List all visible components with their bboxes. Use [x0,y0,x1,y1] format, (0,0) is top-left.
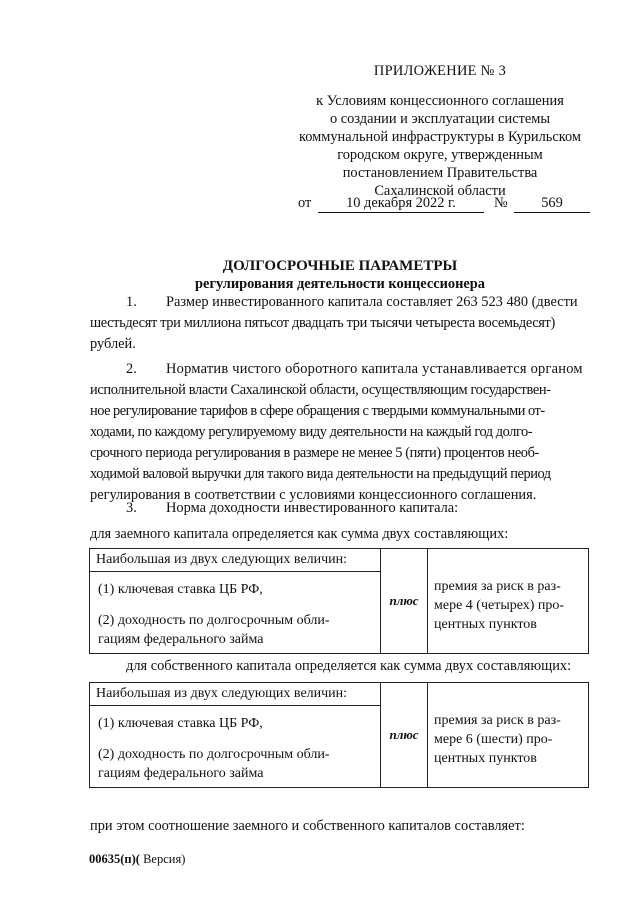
premium-cell [428,683,589,788]
option-bond-yield-cont: гациям федерального займа [98,632,264,647]
appendix-line: городском округе, утвержденным [337,147,543,163]
date-prefix: от [298,195,312,211]
document-version: Версия) [139,852,186,866]
premium-line: центных пунктов [434,616,537,632]
loan-capital-table [89,548,589,654]
premium-line: премия за риск в раз- [434,712,561,728]
decree-date: 10 декабря 2022 г. [318,194,484,213]
loan-capital-intro: для заемного капитала определяется как сумма двух составляющих: [90,526,509,542]
decree-date-line [298,194,598,214]
decree-number: 569 [514,194,590,213]
appendix-line: Сахалинской области [374,183,506,199]
own-capital-intro: для собственного капитала определяется как сумма двух составляющих: [126,658,572,674]
paragraph-line: шестьдесят три миллиона пятьсот двадцать три тысячи четыреста восемьдесят) [90,315,555,331]
appendix-line: к Условиям концессионного соглашения [316,93,564,109]
document-footer [89,852,185,867]
paragraph-line: ходимой валовой выручки для такого вида деятельности на предыдущий период [90,466,551,482]
option-key-rate: (1) ключевая ставка ЦБ РФ, [98,716,263,731]
table-header: Наибольшая из двух следующих величин: [90,549,380,572]
appendix-line: постановлением Правительства [342,165,538,181]
appendix-line: коммунальной инфраструктуры в Курильском [298,129,582,145]
paragraph-2 [90,361,590,511]
item-number: 3. [126,500,137,516]
option-key-rate: (1) ключевая ставка ЦБ РФ, [98,582,263,597]
premium-line: центных пунктов [434,750,537,766]
document-code: 00635(п)( [89,852,140,866]
item-number: 1. [126,294,137,310]
premium-cell [428,549,589,654]
option-bond-yield-cont: гациям федерального займа [98,766,264,781]
document-title: ДОЛГОСРОЧНЫЕ ПАРАМЕТРЫ [222,258,458,274]
premium-line: мере 6 (шести) про- [434,731,553,747]
premium-line: мере 4 (четырех) про- [434,597,565,613]
appendix-block [290,62,590,200]
paragraph-line: ное регулирование тарифов в сфере обращения с твердыми коммунальными от- [90,403,545,419]
appendix-line: о создании и эксплуатации системы [329,111,551,127]
max-of-two-cell [90,549,381,654]
plus-cell: плюс [381,549,428,654]
document-subtitle: регулирования деятельности концессионера [195,276,485,292]
paragraph-line: Размер инвестированного капитала составляет 263 523 480 (двести [166,294,578,310]
option-bond-yield: (2) доходность по долгосрочным обли- [98,747,330,762]
max-of-two-cell [90,683,381,788]
paragraph-line: ходами, по каждому регулируемому виду деятельности на каждый год долго- [90,424,533,440]
paragraph-1 [90,294,590,354]
table-header: Наибольшая из двух следующих величин: [90,683,380,706]
ratio-text: при этом соотношение заемного и собственного капиталов составляет: [90,818,525,834]
paragraph-line: рублей. [90,336,136,352]
paragraph-line: регулирования в соответствии с условиями концессионного соглашения. [90,487,537,503]
paragraph-line: исполнительной власти Сахалинской области, осуществляющим государствен- [90,382,551,398]
premium-line: премия за риск в раз- [434,578,561,594]
appendix-title: ПРИЛОЖЕНИЕ № 3 [373,63,507,79]
number-label: № [494,195,508,211]
paragraph-line: срочного периода регулирования в размере не менее 5 (пяти) процентов необ- [90,445,539,461]
paragraph-3-text: Норма доходности инвестированного капитала: [166,500,459,516]
item-number: 2. [126,361,137,377]
own-capital-table [89,682,589,788]
paragraph-line: Норматив чистого оборотного капитала устанавливается органом [166,361,583,377]
option-bond-yield: (2) доходность по долгосрочным обли- [98,613,330,628]
plus-cell: плюс [381,683,428,788]
